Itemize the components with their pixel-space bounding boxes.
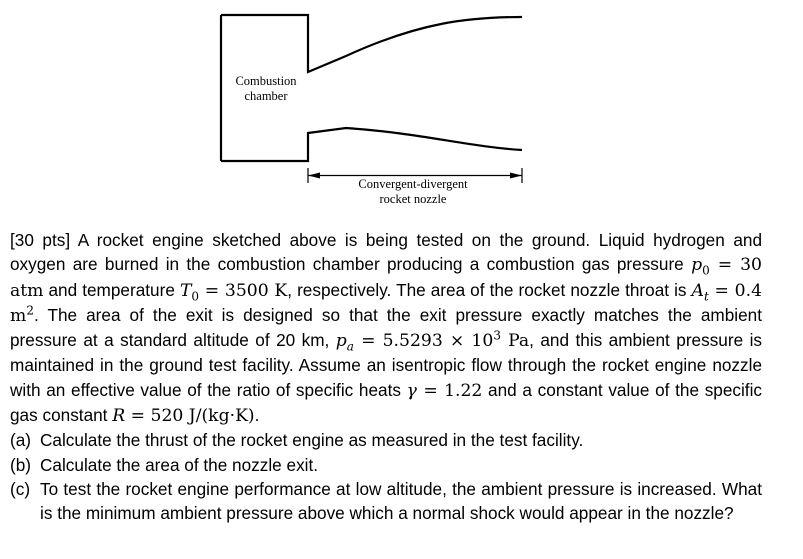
problem-paragraph: [30 pts] A rocket engine sketched above is being tested on the ground. Liquid hydrogen and oxygen are burned in the combustion chamber producing a combustion gas pressure $p_0 = 30$ atm and temperature $T_0 = 3500$ K, respectively. The area of the rocket nozzle throat is $A_t = 0.4$ $m^2$. The area of the exit is designed so that the exit pressure exactly matches the ambient pressure at a standard altitude of 20 km, $p_a = 5.5293 \times 10^3$ Pa, and this ambient pressure is maintained in the ground test facility. Assume an isentropic flow through the rocket engine nozzle with an effective value of the ratio of specific heats γ = 1.22 and a constant value of the specific gas constant R = 520 J/(kg·K). — [10, 230, 763, 427]
R-expression: R = 520 J/(kg·K) — [112, 406, 255, 427]
pa-expression: $p_a = 5.5293 \times 10^3$ Pa — [335, 328, 530, 354]
part-c-label: (c) — [10, 478, 31, 499]
gamma-expression: γ = 1.22 — [406, 380, 483, 401]
problem-statement — [10, 228, 762, 526]
upper-chamber-wall — [221, 15, 522, 72]
part-a-label: (a) — [10, 430, 32, 451]
rocket-engine-sketch — [0, 0, 803, 220]
part-a — [10, 428, 762, 452]
part-b-text: Calculate the area of the nozzle exit. — [40, 454, 319, 475]
dimension-arrow-right — [510, 173, 522, 179]
nozzle-label-line1: Convergent-divergent — [358, 177, 468, 191]
chamber-label-line1: Combustion — [235, 74, 297, 88]
part-b-label: (b) — [10, 454, 32, 475]
chamber-label-line2: chamber — [244, 89, 288, 103]
part-c — [10, 477, 762, 526]
p0-expression: $p_0 = 30$ atm — [10, 255, 762, 301]
part-a-text: Calculate the thrust of the rocket engine as measured in the test facility. — [40, 430, 584, 451]
rocket-engine-figure — [0, 0, 803, 220]
At-expression: $A_t = 0.4$ $m^2$ — [10, 280, 763, 326]
dimension-arrow-left — [308, 173, 320, 179]
part-b — [10, 453, 762, 477]
T0-expression: $T_0 = 3500$ K — [179, 280, 288, 304]
part-c-text: To test the rocket engine performance at low altitude, the ambient pressure is increased. What is the minimum ambient pressure above which a normal shock would appear in the nozzle? — [40, 478, 762, 524]
nozzle-label-line2: rocket nozzle — [379, 192, 447, 206]
lower-chamber-wall — [221, 128, 522, 161]
